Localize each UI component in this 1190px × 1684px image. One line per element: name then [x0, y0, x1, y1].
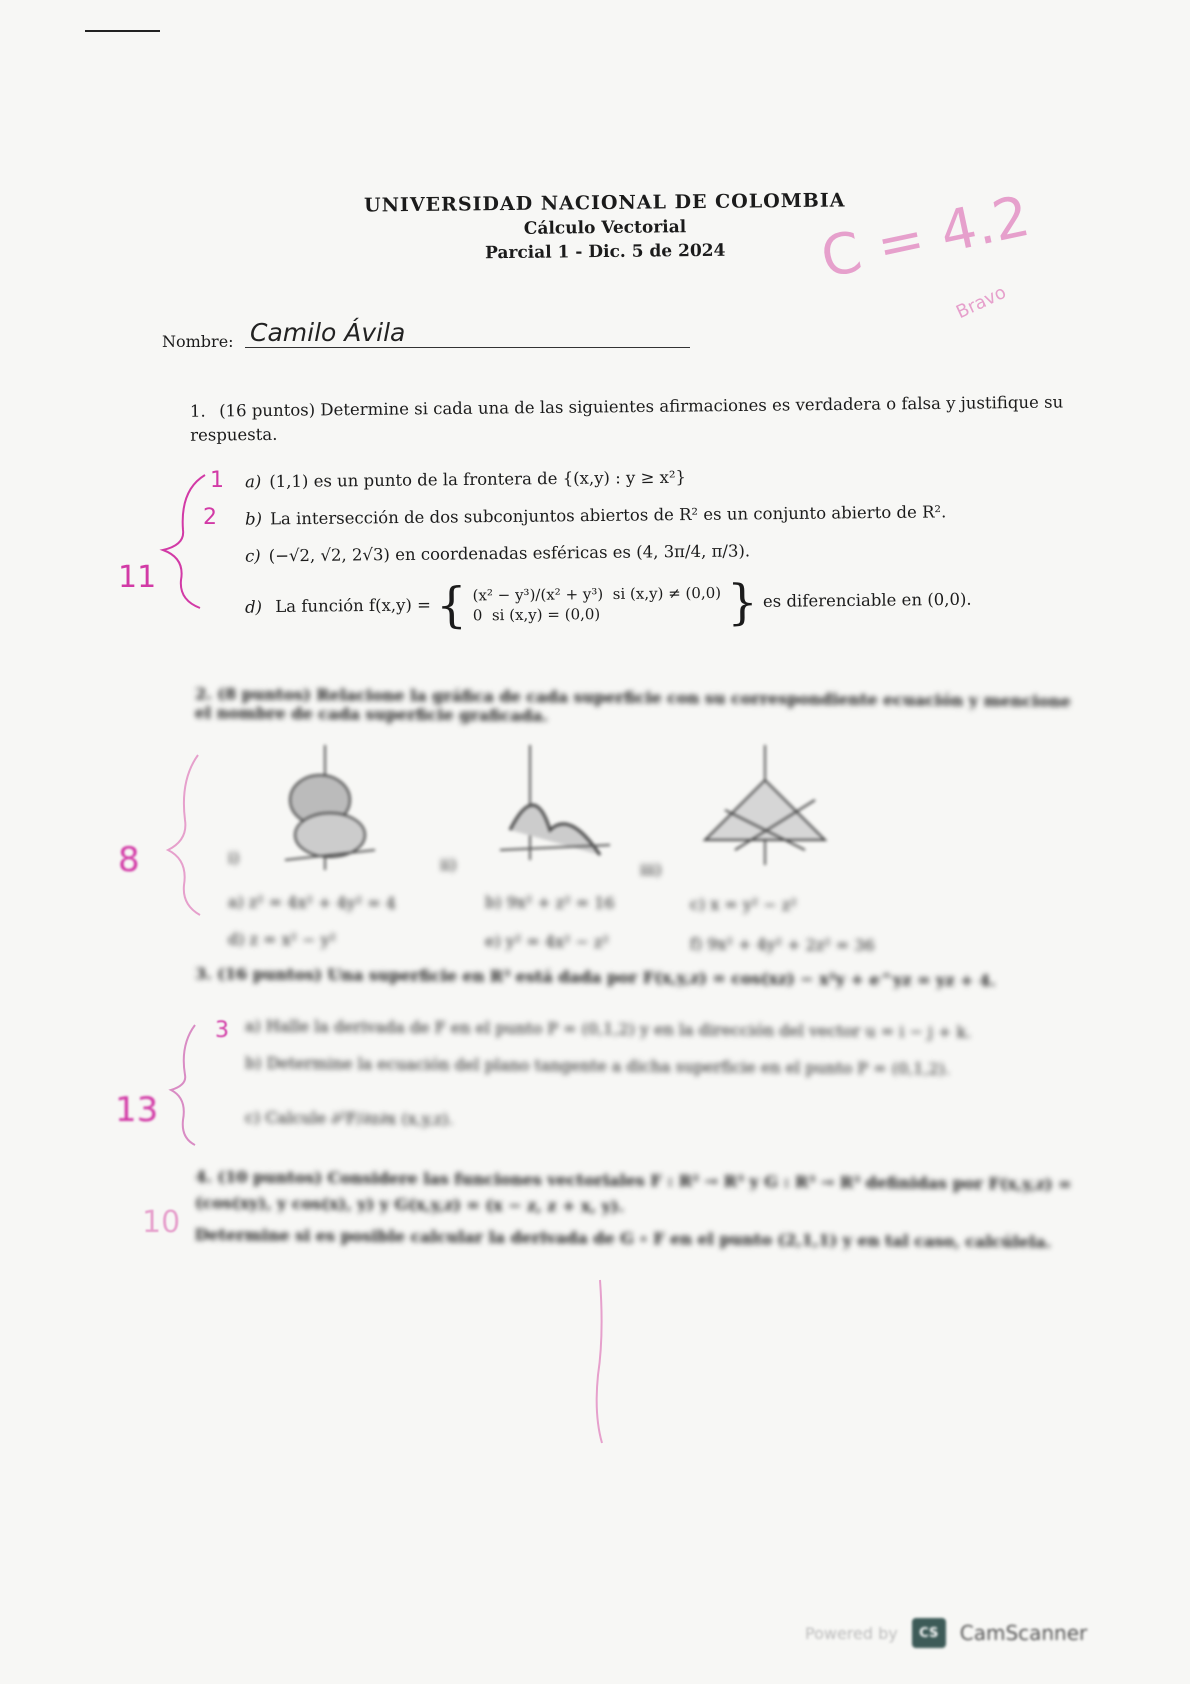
- mark-item-3a: 3: [215, 1018, 229, 1043]
- option-f: f) 9x² + 4y² + 2z² = 36: [689, 934, 875, 955]
- question-3-item-c: c) Calcule ∂²F/∂z∂x (x,y,z).: [244, 1107, 454, 1129]
- mark-item-a: 1: [210, 468, 224, 493]
- case-2-expr: 0: [472, 606, 483, 625]
- option-b: b) 9x² + z² = 16: [484, 892, 615, 913]
- item-label: a): [244, 472, 262, 492]
- question-1: [190, 390, 1090, 447]
- question-3-item-b: b) Determine la ecuación del plano tangente a dicha superficie en el punto P = (0,1,2).: [244, 1053, 951, 1079]
- option-d: d) z = x² − y²: [227, 929, 337, 950]
- question-3-statement: (16 puntos) Una superficie en R³ está dada por F(x,y,z) = cos(xz) − x²y + e^yz = yz + 4.: [217, 964, 996, 991]
- question-1-item-d: [245, 576, 972, 632]
- question-4-statement: (10 puntos) Considere las funciones vectoriales F : R² → R³ y G : R³ → R³ definidas por F(x,y,z) = (cos(xy), y cos(x), y) y G(x,y,z) = (x − z, z + x, y).: [194, 1167, 1072, 1216]
- figure-label-i: i): [227, 847, 240, 868]
- item-label: d): [244, 597, 263, 617]
- figure-label-iii: iii): [639, 859, 662, 880]
- item-text: La intersección de dos subconjuntos abiertos de R² es un conjunto abierto de R².: [269, 502, 947, 529]
- powered-by-text: Powered by: [805, 1623, 898, 1643]
- camscanner-brand: CamScanner: [959, 1621, 1088, 1645]
- item-label: b): [244, 509, 263, 529]
- question-2-statement: (8 puntos) Relacione la gráfica de cada superficie con su correspondiente ecuación y mencione el nombre de cada superficie graficada.: [194, 684, 1071, 726]
- question-2-number: 2.: [195, 684, 212, 704]
- question-4-number: 4.: [195, 1167, 213, 1187]
- question-3-item-a: a) Halle la derivada de F en el punto P = (0,1,2) y en la dirección del vector u = i − j + k.: [244, 1016, 972, 1042]
- mark-item-b: 2: [203, 505, 217, 530]
- question-3: [195, 964, 1095, 997]
- bracket-question-1: [155, 470, 215, 610]
- mark-question-2: 8: [118, 840, 140, 880]
- scanner-watermark: [805, 1618, 1087, 1648]
- item-text: (1,1) es un punto de la frontera de {(x,y) : y ≥ x²}: [269, 467, 687, 492]
- pink-stroke-mark: [580, 1275, 620, 1445]
- university-title: UNIVERSIDAD NACIONAL DE COLOMBIA: [363, 189, 846, 217]
- right-brace: }: [726, 574, 759, 631]
- name-label: Nombre:: [162, 332, 234, 351]
- question-1-item-c: [245, 541, 750, 565]
- question-4: [195, 1164, 1096, 1262]
- question-3-number: 3.: [194, 964, 212, 984]
- scan-edge-mark: [85, 30, 160, 32]
- case-2-cond: si (x,y) = (0,0): [491, 605, 601, 625]
- handwritten-name: Camilo Ávila: [250, 318, 406, 347]
- function-tail: es diferenciable en (0,0).: [762, 589, 972, 611]
- question-4-line-2: Determine si es posible calcular la derivada de G ∘ F en el punto (2,1,1) y en tal caso, calcúlela.: [194, 1225, 1052, 1252]
- option-e: e) y² = 4x² − z²: [484, 931, 609, 952]
- question-1-statement: (16 puntos) Determine si cada una de las siguientes afirmaciones es verdadera o falsa y justifique su respuesta.: [190, 392, 1064, 445]
- option-a: a) z² = 4x² + 4y² = 4: [227, 892, 396, 913]
- surface-figure-iii: [695, 740, 835, 880]
- piecewise-function: [435, 574, 759, 634]
- mark-question-1: 11: [118, 560, 157, 595]
- case-1-expr: (x² − y³)/(x² + y³): [472, 585, 604, 605]
- question-1-item-a: [245, 468, 686, 492]
- item-text: (−√2, √2, 2√3) en coordenadas esféricas es (4, 3π/4, π/3).: [268, 541, 751, 566]
- bracket-question-2: [160, 750, 210, 920]
- camscanner-logo-icon: CS: [912, 1618, 946, 1648]
- surface-figure-ii: [490, 740, 620, 880]
- function-lead: La función f(x,y) =: [275, 595, 432, 616]
- exam-title: Parcial 1 - Dic. 5 de 2024: [485, 240, 726, 264]
- bracket-question-3: [165, 1020, 205, 1150]
- left-brace: {: [435, 577, 468, 634]
- exam-header: [340, 189, 871, 265]
- course-title: Cálculo Vectorial: [523, 217, 687, 239]
- item-label: c): [244, 546, 261, 566]
- name-underline: [245, 347, 690, 348]
- figure-label-ii: ii): [439, 854, 457, 875]
- question-1-item-b: [245, 502, 946, 528]
- mark-question-3: 13: [115, 1090, 159, 1130]
- question-1-number: 1.: [189, 401, 206, 421]
- handwritten-grade: C = 4.2: [815, 183, 1036, 292]
- surface-figure-i: [265, 740, 395, 880]
- option-c: c) x = y² − z²: [689, 894, 797, 915]
- mark-question-4: 10: [142, 1205, 181, 1240]
- case-1-cond: si (x,y) ≠ (0,0): [612, 583, 722, 603]
- function-cases: [473, 583, 722, 626]
- handwritten-grade-note: Bravo: [953, 281, 1010, 324]
- question-2: [195, 684, 1085, 736]
